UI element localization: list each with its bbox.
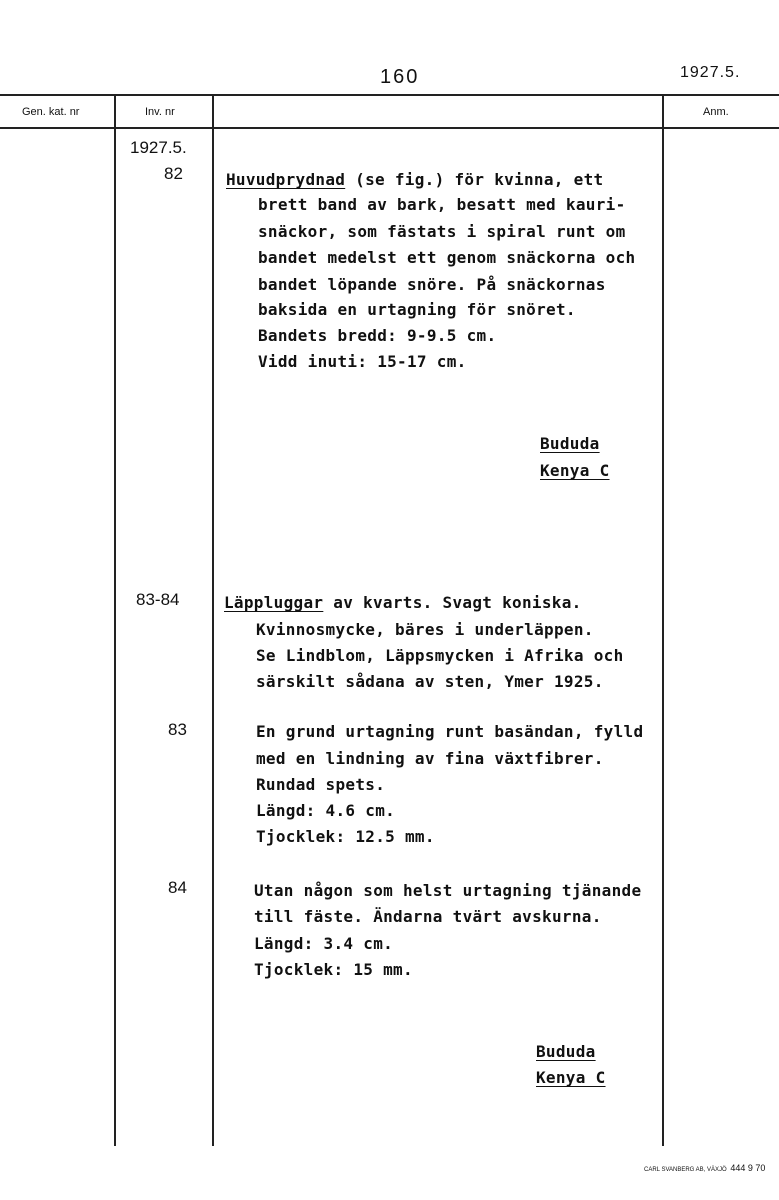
entry-82-line: brett band av bark, besatt med kauri- [258,195,626,214]
entry-83-84-line: Se Lindblom, Läppsmycken i Afrika och [256,646,624,665]
inventory-number-84: 84 [168,878,187,897]
inventory-number-83: 83 [168,720,187,739]
entry-83-line: med en lindning av fina växtfibrer. [256,749,604,768]
entry-83-84-title-rest: av kvarts. Svagt koniska. [323,593,582,612]
entry-84-line: till fäste. Ändarna tvärt avskurna. [254,907,602,926]
entry-82-line: snäckor, som fästats i spiral runt om [258,222,626,241]
entry-82-title-rest: (se fig.) för kvinna, ett [345,170,604,189]
entry-84-line: Längd: 3.4 cm. [254,934,394,953]
entry-83-84-line: särskilt sådana av sten, Ymer 1925. [256,672,604,691]
column-divider-inv-text [212,96,214,1146]
inventory-year: 1927.5. [130,138,187,157]
entry-83-line: Rundad spets. [256,775,386,794]
printer-name: CARL SVANBERG AB, VÄXJÖ [644,1167,727,1173]
entry-84-line: Tjocklek: 15 mm. [254,960,413,979]
form-code: 444 9 70 [730,1163,766,1173]
entry-82-place: Bududa [540,434,600,453]
column-header-anm: Anm. [703,106,729,118]
entry-84-region: Kenya C [536,1068,606,1087]
column-header-gen: Gen. kat. nr [22,106,80,118]
entry-83-84-line: Kvinnosmycke, bäres i underläppen. [256,620,594,639]
entry-82-title-line [226,170,603,189]
entry-82-region: Kenya C [540,461,610,480]
column-divider-text-anm [662,96,664,1146]
entry-82-line: Vidd inuti: 15-17 cm. [258,352,467,371]
entry-82-title: Huvudprydnad [226,170,346,189]
entry-84-line: Utan någon som helst urtagning tjänande [254,881,642,900]
inventory-number-82: 82 [164,164,183,183]
entry-83-84-title: Läppluggar [224,593,324,612]
entry-83-line: Tjocklek: 12.5 mm. [256,827,435,846]
entry-82-line: bandet medelst ett genom snäckorna och [258,248,636,267]
entry-83-line: Längd: 4.6 cm. [256,801,396,820]
entry-82-line: bandet löpande snöre. På snäckornas [258,275,606,294]
entry-84-place: Bududa [536,1042,596,1061]
year-code: 1927.5. [680,64,741,81]
entry-83-line: En grund urtagning runt basändan, fylld [256,722,644,741]
page-number: 160 [380,66,420,88]
entry-82-line: Bandets bredd: 9-9.5 cm. [258,326,497,345]
column-divider-gen-inv [114,96,116,1146]
printer-imprint [644,1163,765,1173]
entry-82-line: baksida en urtagning för snöret. [258,300,576,319]
entry-83-84-title-line [224,593,582,612]
inventory-number-83-84: 83-84 [136,590,180,609]
column-header-inv: Inv. nr [145,106,175,118]
